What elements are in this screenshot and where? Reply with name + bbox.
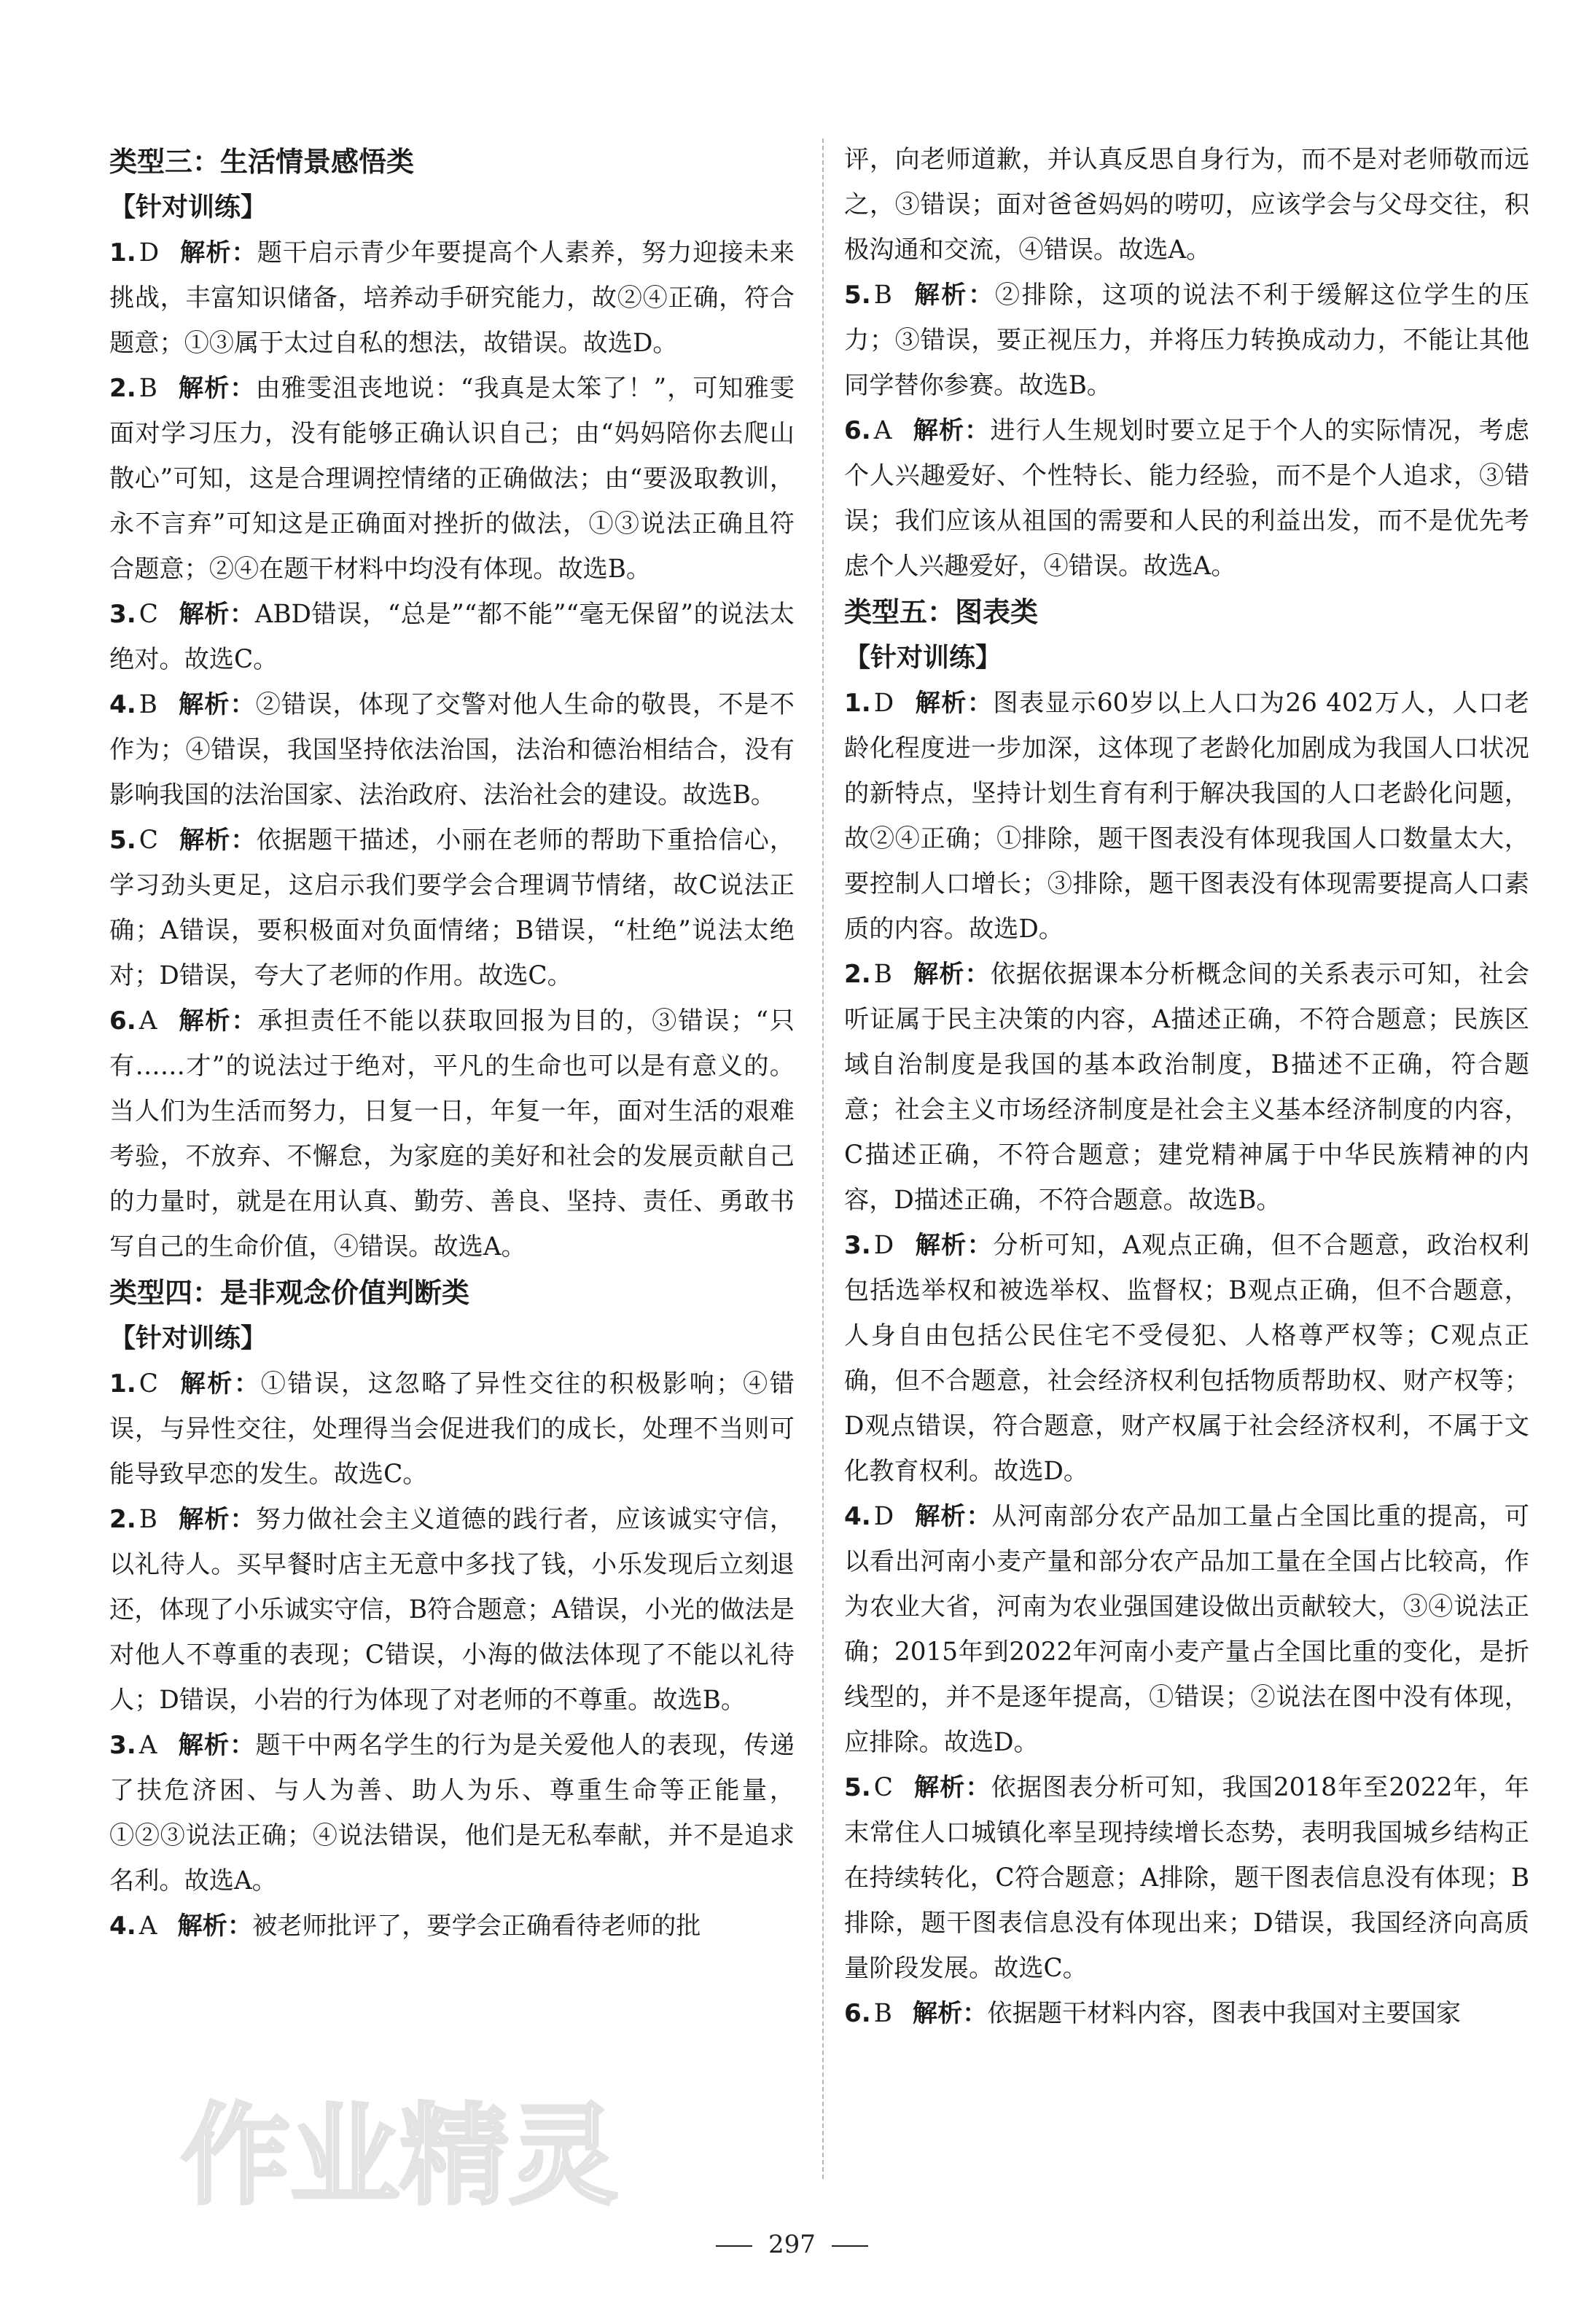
analysis-label: 解析： xyxy=(178,600,255,629)
section4-title: 类型四：是非观念价值判断类 xyxy=(109,1277,470,1309)
answer-choice: C xyxy=(873,1773,893,1802)
answer-item xyxy=(844,1765,1529,1991)
answer-item xyxy=(109,682,795,818)
answer-item xyxy=(844,1494,1529,1765)
analysis-label: 解析： xyxy=(177,1006,258,1036)
answer-number: 4. xyxy=(109,690,136,719)
watermark-stamp xyxy=(166,2055,619,2245)
analysis-text: 被老师批评了，要学会正确看待老师的批 xyxy=(252,1912,701,1941)
answer-item xyxy=(109,1361,795,1497)
section3-subtitle: 【针对训练】 xyxy=(109,192,268,222)
analysis-text: 依据题干描述，小丽在老师的帮助下重拾信心，学习劲头更足，这启示我们要学会合理调节情绪，故C说法正确；A错误，要积极面对负面情绪；B错误，“杜绝”说法太绝对；D错误，夸大了老师的作用。故选C。 xyxy=(109,826,795,990)
answer-item xyxy=(109,1723,795,1904)
column-divider xyxy=(822,138,824,2179)
answer-choice: B xyxy=(138,374,157,403)
analysis-label: 解析： xyxy=(177,374,256,403)
answer-item xyxy=(109,230,795,366)
section5-subtitle: 【针对训练】 xyxy=(844,643,1002,673)
analysis-label: 解析： xyxy=(177,690,256,719)
answer-item xyxy=(109,998,795,1269)
answer-item xyxy=(109,1904,795,1949)
page-number: 297 xyxy=(768,2230,816,2259)
answer-item xyxy=(109,592,795,682)
answer-item xyxy=(844,952,1529,1223)
footer-dash-right xyxy=(832,2245,868,2247)
analysis-label: 解析： xyxy=(912,960,991,989)
analysis-text: 依据图表分析可知，我国2018年至2022年，年末常住人口城镇化率呈现持续增长态势，表明我国城乡结构正在持续转化，C符合题意；A排除，题干图表信息没有体现；B排除，题干图表信息没有体现出来；D错误，我国经济向高质量阶段发展。故选C。 xyxy=(844,1773,1529,1983)
analysis-text: ①错误，这忽略了异性交往的积极影响；④错误，与异性交往，处理得当会促进我们的成长，处理不当则可能导致早恋的发生。故选C。 xyxy=(109,1369,795,1489)
analysis-label: 解析： xyxy=(912,416,991,445)
answer-number: 4. xyxy=(844,1502,871,1531)
analysis-text: 承担责任不能以获取回报为目的，③错误；“只有……才”的说法过于绝对，平凡的生命也可以是有意义的。当人们为生活而努力，日复一日，年复一年，面对生活的艰难考验，不放弃、不懈怠，为家庭的美好和社会的发展贡献自己的力量时，就是在用认真、勤劳、善良、坚持、责任、勇敢书写自己的生命价值，④错误。故选A。 xyxy=(109,1006,795,1261)
analysis-label: 解析： xyxy=(177,1731,256,1760)
analysis-label: 解析： xyxy=(914,1231,994,1260)
right-column xyxy=(844,137,1529,2036)
continuation-text: 评，向老师道歉，并认真反思自身行为，而不是对老师敬而远之，③错误；面对爸爸妈妈的唠叨，应该学会与父母交往，积极沟通和交流，④错误。故选A。 xyxy=(844,145,1529,265)
answer-choice: C xyxy=(138,600,158,629)
svg-text:作业精灵: 作业精灵 xyxy=(181,2093,619,2220)
answer-item xyxy=(844,1991,1529,2036)
analysis-text: 从河南部分农产品加工量占全国比重的提高，可以看出河南小麦产量和部分农产品加工量在全国占比较高，作为农业大省，河南为农业强国建设做出贡献较大，③④说法正确；2015年到2022年河南小麦产量占全国比重的变化，是折线型的，并不是逐年提高，①错误；②说法在图中没有体现，应排除。故选D。 xyxy=(844,1502,1529,1757)
answer-number: 5. xyxy=(109,826,136,855)
analysis-text: ②排除，这项的说法不利于缓解这位学生的压力；③错误，要正视压力，并将压力转换成动力，不能让其他同学替你参赛。故选B。 xyxy=(844,281,1529,400)
answer-number: 5. xyxy=(844,281,871,310)
answer-number: 2. xyxy=(844,960,871,989)
answer-item xyxy=(844,408,1529,589)
answer-choice: B xyxy=(138,1505,157,1534)
answer-number: 5. xyxy=(844,1773,871,1802)
answer-choice: D xyxy=(873,1231,894,1260)
answer-choice: D xyxy=(873,689,894,718)
left-column xyxy=(109,138,795,1949)
analysis-label: 解析： xyxy=(913,1773,991,1802)
answer-item xyxy=(844,273,1529,408)
analysis-text: ②错误，体现了交警对他人生命的敬畏，不是不作为；④错误，我国坚持依法治国，法治和德治相结合，没有影响我国的法治国家、法治政府、法治社会的建设。故选B。 xyxy=(109,690,795,810)
analysis-text: 由雅雯沮丧地说：“我真是太笨了！”，可知雅雯面对学习压力，没有能够正确认识自己；由“妈妈陪你去爬山散心”可知，这是合理调控情绪的正确做法；由“要汲取教训，永不言弃”可知这是正确面对挫折的做法，①③说法正确且符合题意；②④在题干材料中均没有体现。故选B。 xyxy=(109,374,795,584)
analysis-text: 依据题干材料内容，图表中我国对主要国家 xyxy=(987,1999,1462,2028)
answer-number: 3. xyxy=(109,1731,136,1760)
analysis-label: 解析： xyxy=(914,689,994,718)
answer-choice: A xyxy=(138,1006,157,1036)
section4-subtitle: 【针对训练】 xyxy=(109,1323,268,1353)
answer-choice: B xyxy=(873,281,892,310)
analysis-text: 进行人生规划时要立足于个人的实际情况，考虑个人兴趣爱好、个性特长、能力经验，而不是个人追求，③错误；我们应该从祖国的需要和人民的利益出发，而不是优先考虑个人兴趣爱好，④错误。故选A。 xyxy=(844,416,1529,581)
answer-number: 1. xyxy=(109,238,136,267)
answer-number: 1. xyxy=(109,1369,136,1398)
answer-choice: C xyxy=(138,1369,158,1398)
analysis-label: 解析： xyxy=(914,1502,992,1531)
answer-number: 6. xyxy=(109,1006,136,1036)
answer-choice: B xyxy=(138,690,157,719)
answer-item xyxy=(109,366,795,592)
answer-choice: B xyxy=(873,960,892,989)
page-footer xyxy=(0,2230,1584,2259)
section4-list xyxy=(109,1361,795,1949)
analysis-label: 解析： xyxy=(179,238,257,267)
section3-title: 类型三：生活情景感悟类 xyxy=(109,146,415,178)
answer-number: 2. xyxy=(109,374,136,403)
analysis-label: 解析： xyxy=(912,281,995,310)
analysis-text: 分析可知，A观点正确，但不合题意，政治权利包括选举权和被选举权、监督权；B观点正确，但不合题意，人身自由包括公民住宅不受侵犯、人格尊严权等；C观点正确，但不合题意，社会经济权利包括物质帮助权、财产权等；D观点错误，符合题意，财产权属于社会经济权利，不属于文化教育权利。故选D。 xyxy=(844,1231,1529,1486)
analysis-text: 努力做社会主义道德的践行者，应该诚实守信，以礼待人。买早餐时店主无意中多找了钱，小乐发现后立刻退还，体现了小乐诚实守信，B符合题意；A错误，小光的做法是对他人不尊重的表现；C错误，小海的做法体现了不能以礼待人；D错误，小岩的行为体现了对老师的不尊重。故选B。 xyxy=(109,1505,795,1715)
section3-list xyxy=(109,230,795,1269)
answer-number: 6. xyxy=(844,1999,871,2028)
answer-choice: A xyxy=(873,416,892,445)
footer-dash-left xyxy=(716,2245,752,2247)
analysis-text: 图表显示60岁以上人口为26 402万人，人口老龄化程度进一步加深，这体现了老龄化加剧成为我国人口状况的新特点，坚持计划生育有利于解决我国的人口老龄化问题，故②④正确；①排除，题干图表没有体现我国人口数量太大，要控制人口增长；③排除，题干图表没有体现需要提高人口素质的内容。故选D。 xyxy=(844,689,1529,944)
section5-list xyxy=(844,681,1529,2036)
analysis-label: 解析： xyxy=(177,1912,253,1941)
answer-item xyxy=(844,1223,1529,1494)
answer-choice: C xyxy=(138,826,158,855)
answer-number: 1. xyxy=(844,689,871,718)
answer-number: 3. xyxy=(109,600,136,629)
analysis-text: 题干中两名学生的行为是关爱他人的表现，传递了扶危济困、与人为善、助人为乐、尊重生命等正能量，①②③说法正确；④说法错误，他们是无私奉献，并不是追求名利。故选A。 xyxy=(109,1731,795,1895)
analysis-label: 解析： xyxy=(912,1999,988,2028)
section4-list-continued xyxy=(844,273,1529,589)
answer-number: 2. xyxy=(109,1505,136,1534)
analysis-text: 依据依据课本分析概念间的关系表示可知，社会听证属于民主决策的内容，A描述正确，不符合题意；民族区域自治制度是我国的基本政治制度，B描述不正确，符合题意；社会主义市场经济制度是社会主义基本经济制度的内容，C描述正确，不符合题意；建党精神属于中华民族精神的内容，D描述正确，不符合题意。故选B。 xyxy=(844,960,1529,1215)
answer-choice: A xyxy=(138,1731,157,1760)
answer-choice: D xyxy=(873,1502,894,1531)
answer-item xyxy=(109,818,795,998)
analysis-label: 解析： xyxy=(178,826,257,855)
analysis-text: 题干启示青少年要提高个人素养，努力迎接未来挑战，丰富知识储备，培养动手研究能力，故②④正确，符合题意；①③属于太过自私的想法，故错误。故选D。 xyxy=(109,238,795,358)
answer-number: 4. xyxy=(109,1912,136,1941)
answer-number: 3. xyxy=(844,1231,871,1260)
analysis-text: ABD错误，“总是”“都不能”“毫无保留”的说法太绝对。故选C。 xyxy=(109,600,795,674)
answer-choice: A xyxy=(138,1912,157,1941)
answer-choice: B xyxy=(873,1999,892,2028)
section5-title: 类型五：图表类 xyxy=(844,596,1039,628)
answer-number: 6. xyxy=(844,416,871,445)
analysis-label: 解析： xyxy=(177,1505,256,1534)
answer-item xyxy=(109,1497,795,1723)
analysis-label: 解析： xyxy=(178,1369,261,1398)
answer-choice: D xyxy=(138,238,160,267)
answer-item xyxy=(844,681,1529,952)
